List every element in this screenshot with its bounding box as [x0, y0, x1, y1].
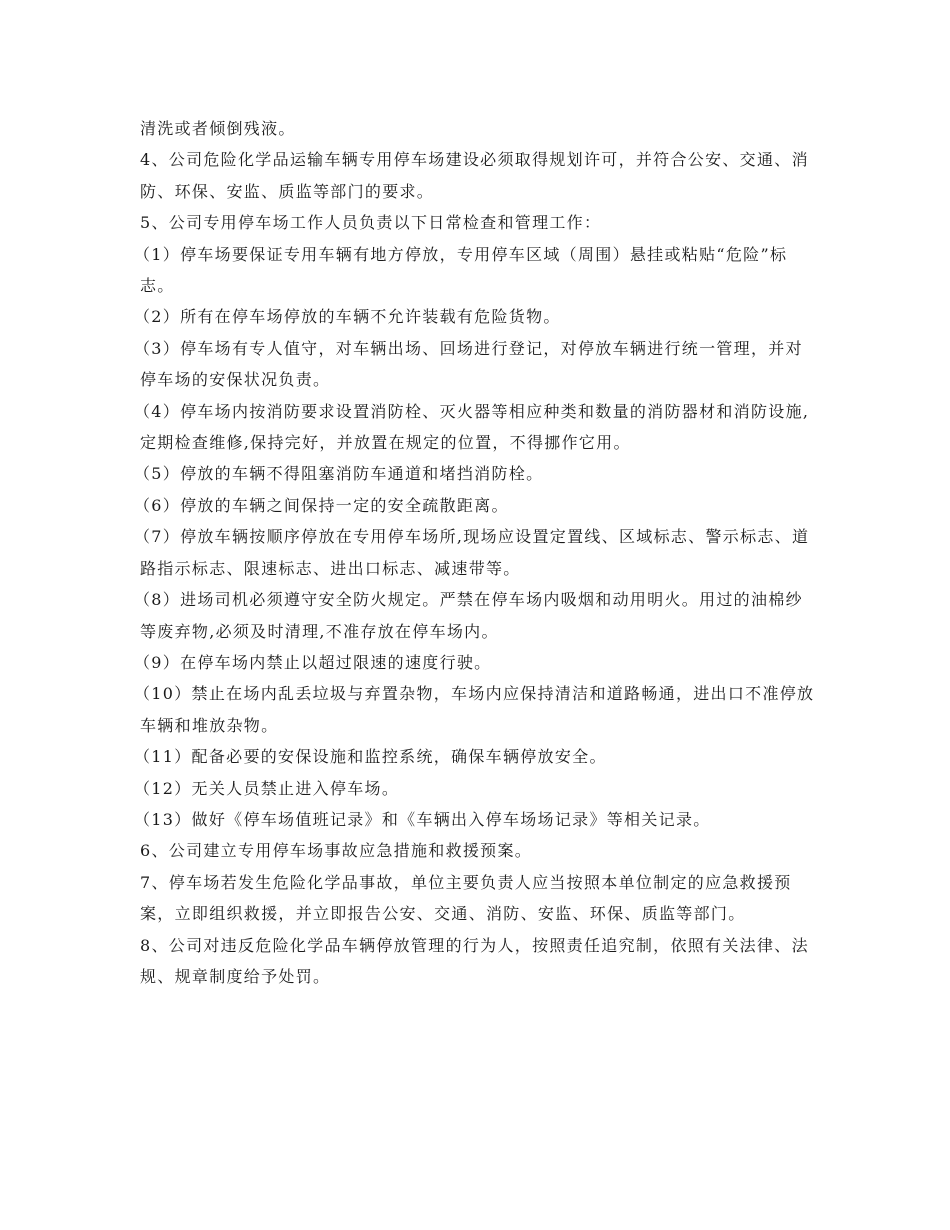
subitem-3: （3）停车场有专人值守，对车辆出场、回场进行登记，对停放车辆进行统一管理，并对停车场的安保状况负责。 [134, 338, 803, 390]
subitem-9: （9）在停车场内禁止以超过限速的速度行驶。 [134, 652, 492, 672]
paragraph-item-4: 4、公司危险化学品运输车辆专用停车场建设必须取得规划许可，并符合公安、交通、消防、环保、安监、质监等部门的要求。 [140, 150, 809, 201]
subitem-5: （5）停放的车辆不得阻塞消防车通道和堵挡消防栓。 [134, 464, 544, 484]
document-body [134, 113, 815, 992]
subitem-10: （10）禁止在场内乱丢垃圾与弃置杂物，车场内应保持清洁和道路畅通，进出口不准停放车辆和堆放杂物。 [134, 684, 815, 735]
subitem-4: （4）停车场内按消防要求设置消防栓、灭火器等相应种类和数量的消防器材和消防设施,定期检查维修,保持完好，并放置在规定的位置，不得挪作它用。 [134, 401, 810, 453]
paragraph-item-7: 7、停车场若发生危险化学品事故，单位主要负责人应当按照本单位制定的应急救援预案，立即组织救援，并立即报告公安、交通、消防、安监、环保、质监等部门。 [140, 872, 792, 924]
subitem-1: （1）停车场要保证专用车辆有地方停放，专用停车区域（周围）悬挂或粘贴“危险”标志。 [134, 244, 788, 296]
subitem-8: （8）进场司机必须遵守安全防火规定。严禁在停车场内吸烟和动用明火。用过的油棉纱等废弃物,必须及时清理,不准存放在停车场内。 [134, 590, 803, 641]
paragraph-item-8: 8、公司对违反危险化学品车辆停放管理的行为人，按照责任追究制，依照有关法律、法规、规章制度给予处罚。 [140, 935, 809, 986]
subitem-12: （12）无关人员禁止进入停车场。 [134, 778, 400, 798]
subitem-11: （11）配备必要的安保设施和监控系统，确保车辆停放安全。 [134, 747, 607, 767]
paragraph-continuation: 清洗或者倾倒残液。 [140, 119, 296, 138]
subitem-7: （7）停放车辆按顺序停放在专用停车场所,现场应设置定置线、区域标志、警示标志、道路指示标志、限速标志、进出口标志、减速带等。 [134, 527, 810, 578]
subitem-13: （13）做好《停车场值班记录》和《车辆出入停车场场记录》等相关记录。 [134, 809, 711, 829]
paragraph-item-5: 5、公司专用停车场工作人员负责以下日常检查和管理工作： [140, 213, 602, 233]
paragraph-item-6: 6、公司建立专用停车场事故应急措施和救援预案。 [140, 841, 533, 861]
subitem-6: （6）停放的车辆之间保持一定的安全疏散距离。 [134, 495, 509, 515]
subitem-2: （2）所有在停车场停放的车辆不允许装载有危险货物。 [134, 307, 561, 327]
